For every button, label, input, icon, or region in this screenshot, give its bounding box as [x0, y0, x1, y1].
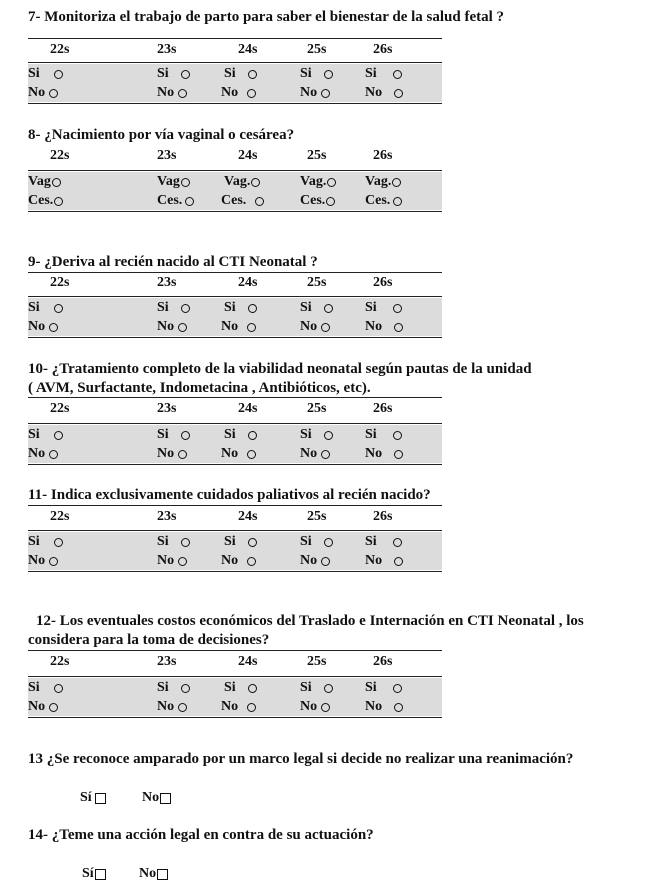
radio-circle-icon[interactable] — [54, 684, 63, 693]
rule — [28, 296, 442, 297]
option-label: No — [221, 85, 239, 100]
radio-option[interactable] — [365, 698, 403, 716]
option-label: Si — [28, 427, 40, 442]
radio-option[interactable] — [157, 533, 190, 551]
rule — [28, 650, 442, 651]
radio-circle-icon[interactable] — [392, 178, 401, 187]
radio-circle-icon[interactable] — [181, 70, 190, 79]
option-label: No — [300, 553, 318, 568]
radio-circle-icon[interactable] — [394, 323, 403, 332]
radio-option[interactable] — [224, 299, 257, 317]
option-label: Si — [28, 300, 40, 315]
radio-circle-icon[interactable] — [181, 431, 190, 440]
option-label: No — [300, 319, 318, 334]
question-8: 8- ¿Nacimiento por vía vaginal o cesárea? — [28, 127, 295, 143]
radio-option[interactable] — [365, 679, 402, 697]
col-header: 22s — [50, 654, 70, 669]
radio-circle-icon[interactable] — [178, 89, 187, 98]
option-label: No — [28, 553, 46, 568]
radio-option[interactable] — [300, 65, 333, 83]
checkbox-icon[interactable] — [95, 869, 106, 880]
radio-option[interactable] — [157, 84, 187, 102]
radio-circle-icon[interactable] — [54, 431, 63, 440]
radio-circle-icon[interactable] — [181, 538, 190, 547]
option-label: Si — [224, 680, 236, 695]
option-label: No — [365, 85, 383, 100]
radio-circle-icon[interactable] — [394, 450, 403, 459]
col-header: 23s — [157, 401, 177, 416]
radio-circle-icon[interactable] — [393, 538, 402, 547]
option-label: Si — [365, 534, 377, 549]
option-label: Si — [224, 427, 236, 442]
option-label: Si — [224, 300, 236, 315]
option-label: Vag. — [224, 174, 251, 189]
radio-circle-icon[interactable] — [324, 431, 333, 440]
radio-option[interactable] — [365, 299, 402, 317]
radio-option[interactable] — [157, 173, 190, 191]
col-header: 22s — [50, 509, 70, 524]
radio-option[interactable] — [300, 679, 333, 697]
option-label: Si — [157, 534, 169, 549]
radio-option[interactable] — [365, 445, 403, 463]
radio-option[interactable] — [365, 426, 402, 444]
col-header: 25s — [307, 42, 327, 57]
radio-option[interactable] — [157, 426, 190, 444]
radio-option[interactable] — [157, 299, 190, 317]
radio-option[interactable] — [28, 318, 58, 336]
radio-option[interactable] — [28, 552, 58, 570]
radio-circle-icon[interactable] — [54, 304, 63, 313]
radio-circle-icon[interactable] — [247, 557, 256, 566]
radio-circle-icon[interactable] — [324, 684, 333, 693]
radio-circle-icon[interactable] — [324, 70, 333, 79]
option-label: Vag — [28, 174, 51, 189]
checkbox-icon[interactable] — [157, 869, 168, 880]
question-11: 11- Indica exclusivamente cuidados paliativos al recién nacido? — [28, 487, 431, 503]
radio-option[interactable] — [365, 84, 403, 102]
option-label: No — [28, 699, 46, 714]
option-label: Si — [157, 680, 169, 695]
radio-option[interactable] — [365, 192, 402, 210]
option-label: Ces. — [221, 193, 247, 208]
option-label: Ces. — [300, 193, 326, 208]
option-label: Si — [365, 680, 377, 695]
radio-circle-icon[interactable] — [54, 70, 63, 79]
option-label: Si — [365, 300, 377, 315]
radio-circle-icon[interactable] — [247, 323, 256, 332]
col-header: 23s — [157, 509, 177, 524]
radio-option[interactable] — [300, 299, 333, 317]
question-7: 7- Monitoriza el trabajo de parto para saber el bienestar de la salud fetal ? — [28, 9, 505, 25]
radio-option[interactable] — [365, 173, 401, 191]
rule — [28, 211, 442, 212]
option-label: No — [221, 553, 239, 568]
checkbox-option-no[interactable] — [139, 865, 168, 883]
radio-circle-icon[interactable] — [255, 197, 264, 206]
col-header: 24s — [238, 509, 258, 524]
radio-option[interactable] — [28, 679, 63, 697]
radio-option[interactable] — [300, 426, 333, 444]
option-label: Si — [300, 66, 312, 81]
option-label: No — [365, 319, 383, 334]
option-label: No — [300, 699, 318, 714]
radio-circle-icon[interactable] — [178, 557, 187, 566]
radio-circle-icon[interactable] — [327, 178, 336, 187]
option-label: Ces. — [365, 193, 391, 208]
rule — [28, 170, 442, 171]
col-header: 23s — [157, 148, 177, 163]
checkbox-option-yes[interactable] — [82, 865, 106, 883]
radio-option[interactable] — [224, 533, 257, 551]
radio-option[interactable] — [157, 679, 190, 697]
radio-circle-icon[interactable] — [394, 557, 403, 566]
option-label: No — [365, 553, 383, 568]
radio-circle-icon[interactable] — [394, 703, 403, 712]
option-label: No — [28, 319, 46, 334]
radio-circle-icon[interactable] — [393, 70, 402, 79]
radio-option[interactable] — [28, 84, 58, 102]
radio-option[interactable] — [221, 192, 264, 210]
radio-circle-icon[interactable] — [49, 703, 58, 712]
rule — [28, 103, 442, 104]
radio-option[interactable] — [221, 445, 256, 463]
col-header: 25s — [307, 654, 327, 669]
col-header: 26s — [373, 509, 393, 524]
radio-option[interactable] — [224, 426, 257, 444]
radio-option[interactable] — [221, 552, 256, 570]
radio-circle-icon[interactable] — [52, 178, 61, 187]
option-label: No — [365, 446, 383, 461]
option-label: No — [28, 446, 46, 461]
option-label: Si — [28, 534, 40, 549]
checkbox-option-no[interactable] — [142, 789, 171, 807]
radio-option[interactable] — [224, 173, 260, 191]
radio-option[interactable] — [365, 552, 403, 570]
option-label: Vag — [157, 174, 180, 189]
option-label: Si — [300, 427, 312, 442]
col-header: 22s — [50, 42, 70, 57]
radio-circle-icon[interactable] — [394, 89, 403, 98]
radio-circle-icon[interactable] — [181, 304, 190, 313]
radio-circle-icon[interactable] — [321, 557, 330, 566]
option-label: No — [28, 85, 46, 100]
radio-circle-icon[interactable] — [178, 323, 187, 332]
radio-option[interactable] — [157, 445, 187, 463]
radio-option[interactable] — [365, 65, 402, 83]
option-label: No — [157, 446, 175, 461]
option-label: Si — [365, 427, 377, 442]
question-10-line1: 10- ¿Tratamiento completo de la viabilidad neonatal según pautas de la unidad — [28, 361, 532, 377]
radio-circle-icon[interactable] — [49, 557, 58, 566]
rule — [28, 464, 442, 465]
radio-option[interactable] — [157, 65, 190, 83]
radio-circle-icon[interactable] — [181, 178, 190, 187]
radio-option[interactable] — [300, 552, 330, 570]
option-label: No — [221, 446, 239, 461]
radio-option[interactable] — [157, 552, 187, 570]
col-header: 26s — [373, 654, 393, 669]
option-label: Si — [28, 680, 40, 695]
radio-circle-icon[interactable] — [324, 538, 333, 547]
radio-circle-icon[interactable] — [247, 703, 256, 712]
rule — [28, 397, 442, 398]
radio-option[interactable] — [28, 65, 63, 83]
radio-circle-icon[interactable] — [54, 538, 63, 547]
option-label: Si — [365, 66, 377, 81]
rule — [28, 505, 442, 506]
option-label: Sí — [80, 790, 92, 805]
radio-option[interactable] — [300, 533, 333, 551]
col-header: 25s — [307, 509, 327, 524]
radio-option[interactable] — [28, 192, 63, 210]
radio-circle-icon[interactable] — [247, 89, 256, 98]
col-header: 25s — [307, 148, 327, 163]
rule — [28, 272, 442, 273]
option-label: Vag. — [365, 174, 392, 189]
radio-option[interactable] — [28, 173, 61, 191]
option-label: Ces. — [28, 193, 54, 208]
option-label: No — [221, 319, 239, 334]
option-label: Si — [157, 427, 169, 442]
col-header: 23s — [157, 42, 177, 57]
col-header: 22s — [50, 148, 70, 163]
option-label: No — [157, 699, 175, 714]
radio-option[interactable] — [365, 533, 402, 551]
option-label: Si — [300, 680, 312, 695]
radio-circle-icon[interactable] — [247, 450, 256, 459]
option-label: Sí — [82, 866, 94, 881]
radio-circle-icon[interactable] — [54, 197, 63, 206]
option-label: No — [139, 866, 157, 881]
radio-option[interactable] — [221, 84, 256, 102]
rule — [28, 676, 442, 677]
rule — [28, 337, 442, 338]
col-header: 25s — [307, 401, 327, 416]
col-header: 24s — [238, 148, 258, 163]
radio-option[interactable] — [28, 445, 58, 463]
col-header: 22s — [50, 275, 70, 290]
radio-circle-icon[interactable] — [393, 304, 402, 313]
option-label: No — [142, 790, 160, 805]
rule — [28, 62, 442, 63]
radio-circle-icon[interactable] — [393, 197, 402, 206]
checkbox-icon[interactable] — [160, 793, 171, 804]
col-header: 24s — [238, 654, 258, 669]
question-12-line1: 12- Los eventuales costos económicos del Traslado e Internación en CTI Neonatal , los — [36, 613, 584, 629]
radio-circle-icon[interactable] — [181, 684, 190, 693]
option-label: No — [221, 699, 239, 714]
option-label: Si — [157, 66, 169, 81]
col-header: 24s — [238, 275, 258, 290]
radio-option[interactable] — [300, 318, 330, 336]
rule — [28, 571, 442, 572]
radio-option[interactable] — [157, 192, 194, 210]
option-label: Si — [300, 534, 312, 549]
col-header: 25s — [307, 275, 327, 290]
rule — [28, 717, 442, 718]
option-label: Si — [157, 300, 169, 315]
option-label: No — [157, 319, 175, 334]
radio-circle-icon[interactable] — [326, 197, 335, 206]
radio-circle-icon[interactable] — [251, 178, 260, 187]
option-label: No — [300, 446, 318, 461]
radio-option[interactable] — [28, 698, 58, 716]
option-label: Si — [28, 66, 40, 81]
col-header: 26s — [373, 42, 393, 57]
radio-option[interactable] — [300, 192, 335, 210]
radio-circle-icon[interactable] — [248, 684, 257, 693]
option-label: No — [157, 553, 175, 568]
col-header: 24s — [238, 42, 258, 57]
radio-option[interactable] — [224, 679, 257, 697]
radio-option[interactable] — [221, 698, 256, 716]
radio-circle-icon[interactable] — [49, 450, 58, 459]
radio-circle-icon[interactable] — [178, 703, 187, 712]
radio-option[interactable] — [157, 698, 187, 716]
option-label: Si — [224, 534, 236, 549]
radio-circle-icon[interactable] — [178, 450, 187, 459]
question-12-line2: considera para la toma de decisiones? — [28, 632, 270, 648]
rule — [28, 423, 442, 424]
col-header: 24s — [238, 401, 258, 416]
rule — [28, 530, 442, 531]
radio-circle-icon[interactable] — [49, 89, 58, 98]
radio-circle-icon[interactable] — [321, 703, 330, 712]
rule — [28, 38, 442, 39]
col-header: 22s — [50, 401, 70, 416]
radio-option[interactable] — [365, 318, 403, 336]
question-14: 14- ¿Teme una acción legal en contra de su actuación? — [28, 827, 374, 843]
option-label: No — [157, 85, 175, 100]
radio-circle-icon[interactable] — [248, 304, 257, 313]
option-label: Ces. — [157, 193, 183, 208]
radio-option[interactable] — [157, 318, 187, 336]
radio-circle-icon[interactable] — [185, 197, 194, 206]
radio-option[interactable] — [300, 84, 330, 102]
option-label: Vag. — [300, 174, 327, 189]
radio-circle-icon[interactable] — [393, 684, 402, 693]
option-label: Si — [300, 300, 312, 315]
question-10-line2: ( AVM, Surfactante, Indometacina , Antibióticos, etc). — [28, 380, 371, 396]
radio-option[interactable] — [300, 698, 330, 716]
radio-option[interactable] — [221, 318, 256, 336]
radio-circle-icon[interactable] — [248, 538, 257, 547]
radio-option[interactable] — [300, 173, 336, 191]
radio-circle-icon[interactable] — [248, 70, 257, 79]
radio-circle-icon[interactable] — [393, 431, 402, 440]
checkbox-option-yes[interactable] — [80, 789, 106, 807]
col-header: 26s — [373, 148, 393, 163]
radio-circle-icon[interactable] — [321, 89, 330, 98]
col-header: 23s — [157, 275, 177, 290]
question-13: 13 ¿Se reconoce amparado por un marco legal si decide no realizar una reanimación? — [28, 751, 574, 767]
col-header: 23s — [157, 654, 177, 669]
checkbox-icon[interactable] — [95, 793, 106, 804]
col-header: 26s — [373, 401, 393, 416]
option-label: No — [300, 85, 318, 100]
col-header: 26s — [373, 275, 393, 290]
radio-circle-icon[interactable] — [49, 323, 58, 332]
radio-option[interactable] — [28, 533, 63, 551]
radio-option[interactable] — [224, 65, 257, 83]
radio-option[interactable] — [300, 445, 330, 463]
radio-circle-icon[interactable] — [248, 431, 257, 440]
radio-circle-icon[interactable] — [321, 450, 330, 459]
option-label: No — [365, 699, 383, 714]
radio-circle-icon[interactable] — [321, 323, 330, 332]
option-label: Si — [224, 66, 236, 81]
question-9: 9- ¿Deriva al recién nacido al CTI Neonatal ? — [28, 254, 318, 270]
radio-option[interactable] — [28, 299, 63, 317]
radio-option[interactable] — [28, 426, 63, 444]
radio-circle-icon[interactable] — [324, 304, 333, 313]
